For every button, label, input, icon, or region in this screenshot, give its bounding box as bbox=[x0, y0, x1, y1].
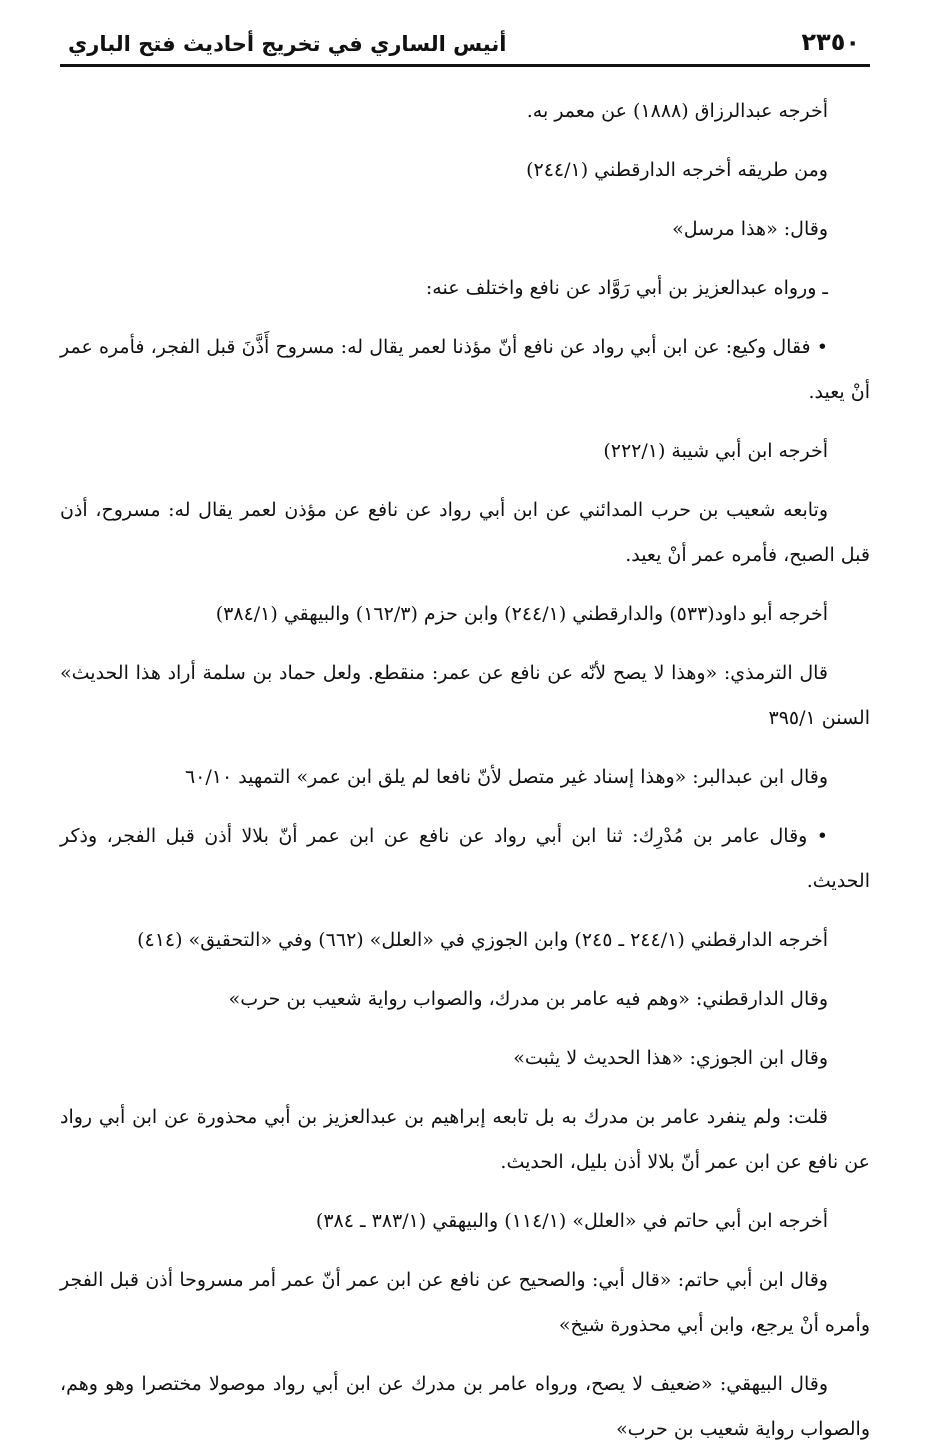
line-06: أخرجه ابن أبي شيبة (٢٢٢/١) bbox=[603, 440, 828, 462]
line-03: وقال: «هذا مرسل» bbox=[672, 218, 828, 240]
line-18: وقال البيهقي: «ضعيف لا يصح، ورواه عامر بن مدرك عن ابن أبي رواد موصولا مختصرا وهو وهم، والصواب رواية شعيب بن حرب» bbox=[60, 1373, 870, 1440]
line-05: • فقال وكيع: عن ابن أبي رواد عن نافع أنّ مؤذنا لعمر يقال له: مسروح أَذَّنَ قبل الفجر، فأمره عمر أنْ يعيد. bbox=[60, 325, 870, 415]
line-12: أخرجه الدارقطني (٢٤٤/١ ـ ٢٤٥) وابن الجوزي في «العلل» (٦٦٢) وفي «التحقيق» (٤١٤) bbox=[137, 929, 828, 951]
line-01: أخرجه عبدالرزاق (١٨٨٨) عن معمر به. bbox=[526, 100, 828, 122]
line-13: وقال الدارقطني: «وهم فيه عامر بن مدرك، والصواب رواية شعيب بن حرب» bbox=[228, 988, 828, 1010]
line-10: وقال ابن عبدالبر: «وهذا إسناد غير متصل لأنّ نافعا لم يلق ابن عمر» التمهيد ٦٠/١٠ bbox=[184, 766, 828, 788]
line-02: ومن طريقه أخرجه الدارقطني (٢٤٤/١) bbox=[526, 159, 828, 181]
line-09: قال الترمذي: «وهذا لا يصح لأنّه عن نافع عن عمر: منقطع. ولعل حماد بن سلمة أراد هذا الحديث» السنن ٣٩٥/١ bbox=[60, 662, 870, 729]
line-16: أخرجه ابن أبي حاتم في «العلل» (١١٤/١) والبيهقي (٣٨٣/١ ـ ٣٨٤) bbox=[315, 1210, 828, 1232]
line-14: وقال ابن الجوزي: «هذا الحديث لا يثبت» bbox=[513, 1047, 828, 1069]
line-08: أخرجه أبو داود(٥٣٣) والدارقطني (٢٤٤/١) وابن حزم (١٦٢/٣) والبيهقي (٣٨٤/١) bbox=[215, 603, 828, 625]
line-17: وقال ابن أبي حاتم: «قال أبي: والصحيح عن نافع عن ابن عمر أنّ عمر أمر مسروحا أذن قبل الفجر وأمره أنْ يرجع، وابن أبي محذورة شيخ» bbox=[60, 1269, 870, 1336]
page-body bbox=[60, 89, 870, 1452]
page-number: ٢٣٥٠ bbox=[801, 28, 860, 56]
line-11: • وقال عامر بن مُدْرِك: ثنا ابن أبي رواد عن نافع عن ابن عمر أنّ بلالا أذن قبل الفجر، وذكر الحديث. bbox=[60, 814, 870, 904]
line-15: قلت: ولم ينفرد عامر بن مدرك به بل تابعه إبراهيم بن عبدالعزيز بن أبي محذورة عن ابن أبي رواد عن نافع عن ابن عمر أنّ بلالا أذن بليل، الحديث. bbox=[60, 1106, 870, 1173]
line-07: وتابعه شعيب بن حرب المدائني عن ابن أبي رواد عن نافع عن مؤذن لعمر يقال له: مسروح، أذن قبل الصبح، فأمره عمر أنْ يعيد. bbox=[60, 499, 870, 566]
running-title: أنيس الساري في تخريج أحاديث فتح الباري bbox=[68, 32, 507, 56]
page-header bbox=[60, 28, 870, 67]
line-04: ـ ورواه عبدالعزيز بن أبي رَوَّاد عن نافع واختلف عنه: bbox=[425, 277, 828, 299]
